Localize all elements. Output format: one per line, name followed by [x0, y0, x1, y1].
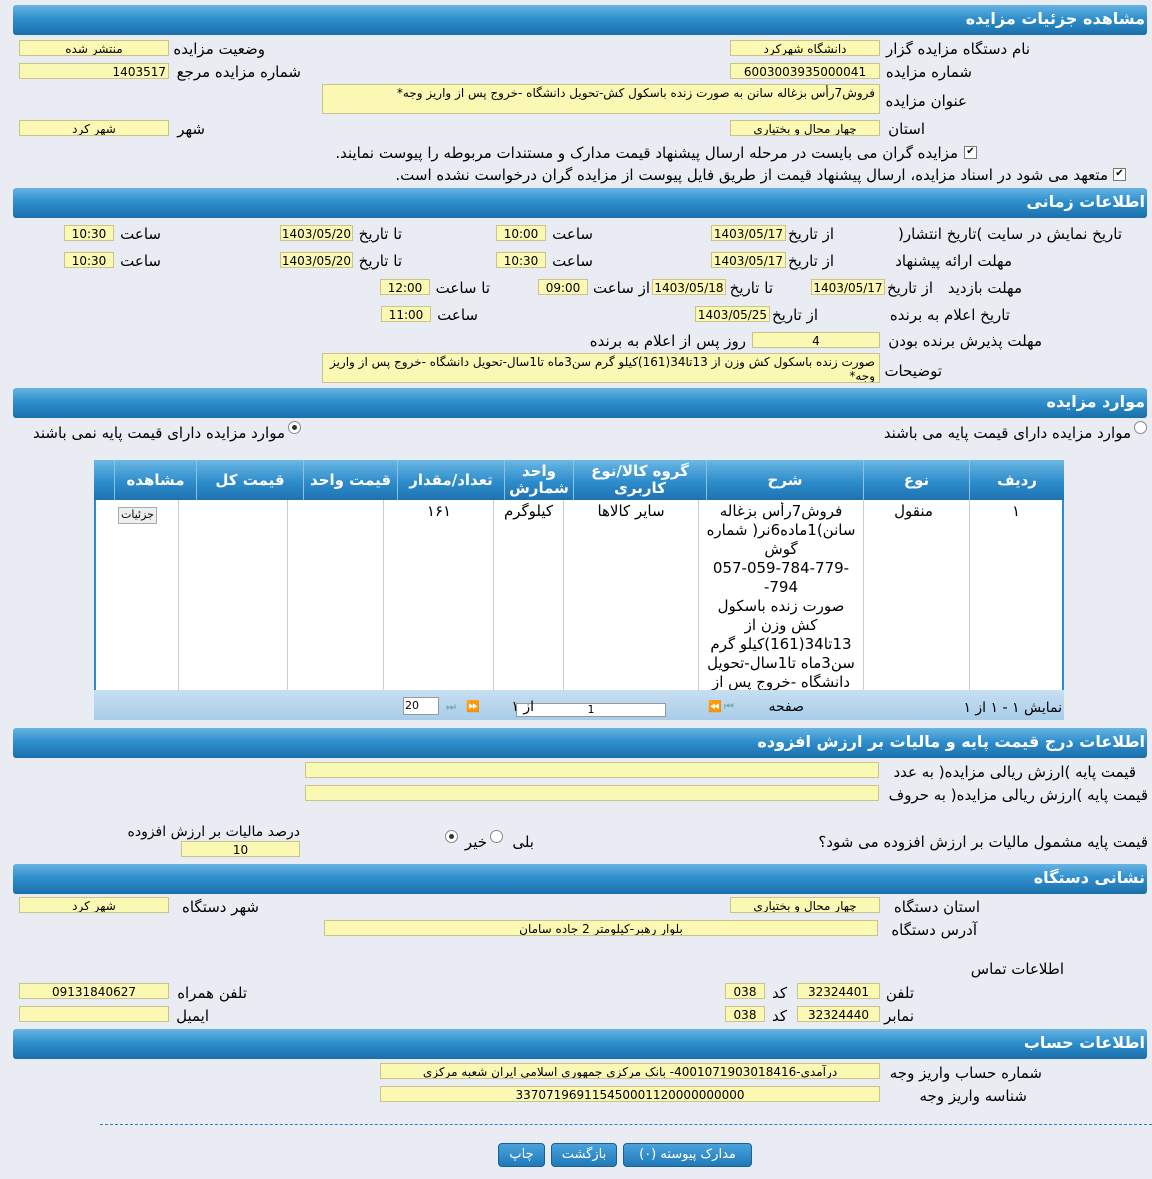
from-hour-label: از ساعت	[593, 279, 650, 297]
hour-label: ساعت	[120, 225, 161, 243]
offer-to-time: 10:30	[64, 252, 114, 268]
section-header-address	[13, 864, 1147, 894]
next-page-icon[interactable]: ⏩	[466, 700, 480, 713]
title-field: فروش7رأس بزغاله سانن به صورت زنده باسکول کش-تحویل دانشگاه -خروج پس از واریز وجه*	[322, 84, 880, 114]
col-header-type: نوع	[863, 460, 969, 500]
vat-question-label: قیمت پایه مشمول مالیات بر ارزش افزوده می شود؟	[818, 833, 1148, 851]
description-line: 057-059-784-779-794-	[712, 559, 850, 596]
announce-date: 1403/05/25	[695, 306, 770, 322]
to-date-label: تا تاریخ	[729, 279, 773, 297]
hour-label: ساعت	[437, 306, 478, 324]
province-field: چهار محال و بختیاری	[730, 120, 880, 136]
from-date-label: از تاریخ	[787, 225, 834, 243]
org-province-field: چهار محال و بختیاری	[730, 897, 880, 913]
description-line: گوش	[764, 540, 798, 558]
print-button[interactable]: چاپ	[498, 1143, 545, 1167]
announce-date-label: تاریخ اعلام به برنده	[889, 306, 1010, 324]
radio-with-base-price-label: موارد مزایده دارای قیمت پایه می باشند	[883, 424, 1131, 442]
cell-index: ۱	[1011, 502, 1021, 520]
description-line: فروش7رأس بزغاله	[719, 502, 843, 520]
pager-showing: نمایش ۱ - ۱ از ۱	[963, 700, 1062, 716]
status-label: وضعیت مزایده	[173, 40, 265, 58]
vat-no-label: خیر	[464, 833, 487, 851]
phone-label: تلفن	[885, 984, 914, 1002]
email-field	[19, 1006, 169, 1022]
status-field: منتشر شده	[19, 40, 169, 56]
province-label: استان	[888, 120, 925, 138]
payment-id-field: 337071969115450001120000000000	[380, 1086, 880, 1102]
number-label: شماره مزایده	[885, 63, 972, 81]
col-divider	[563, 500, 564, 690]
offer-to-date: 1403/05/20	[281, 254, 352, 268]
from-date-label: از تاریخ	[771, 306, 818, 324]
fax-code-label: کد	[771, 1007, 787, 1025]
city-label: شهر	[177, 120, 205, 138]
prev-page-icon[interactable]: ⏪	[708, 700, 722, 713]
base-price-number-field[interactable]	[305, 762, 879, 778]
number-field: 6003003935000041	[730, 63, 880, 79]
radio-without-base-price-label: موارد مزایده دارای قیمت پایه نمی باشند	[33, 424, 285, 442]
col-divider	[383, 500, 384, 690]
email-label: ایمیل	[176, 1007, 209, 1025]
rows-per-page-input[interactable]: 20	[403, 697, 439, 715]
ref-number-field: 1403517	[19, 63, 169, 79]
display-date-label: تاریخ نمایش در سایت )تاریخ انتشار(	[898, 225, 1122, 243]
first-page-icon[interactable]: ⏮	[724, 700, 734, 713]
items-grid	[94, 460, 1064, 720]
to-date-label: تا تاریخ	[358, 252, 402, 270]
visit-from-time: 09:00	[538, 279, 588, 295]
page-of-label: از ۱	[511, 699, 534, 715]
org-label: نام دستگاه مزایده گزار	[885, 40, 1030, 58]
details-button[interactable]: جزئیات	[118, 507, 157, 524]
description-line: سن3ماه تا1سال-تحویل	[707, 654, 855, 672]
description-label: توضیحات	[884, 362, 942, 380]
section-title: اطلاعات درج قیمت پایه و مالیات بر ارزش افزوده	[757, 732, 1145, 751]
base-price-words-field[interactable]	[305, 785, 879, 801]
offer-from-time: 10:30	[496, 252, 546, 268]
page-label: صفحه	[768, 699, 804, 715]
attachments-required-checkbox[interactable]: ✔	[964, 146, 977, 159]
phone-field: 32324401	[797, 983, 880, 999]
org-province-label: استان دستگاه	[893, 898, 980, 916]
org-city-label: شهر دستگاه	[181, 898, 259, 916]
contact-info-label: اطلاعات تماس	[970, 960, 1064, 978]
cell-description	[699, 502, 863, 690]
col-header-index: ردیف	[969, 460, 1064, 500]
page-input[interactable]: 1	[516, 703, 666, 717]
phone-code-field: 038	[725, 983, 765, 999]
hour-label: ساعت	[552, 225, 593, 243]
fax-label: نمابر	[884, 1007, 914, 1025]
no-file-offer-text: متعهد می شود در اسناد مزایده، ارسال پیشنهاد قیمت از طریق فایل پیوست از مزایده گران درخواست نشده است.	[395, 166, 1108, 184]
col-divider	[287, 500, 288, 690]
account-number-field: درآمدی-4001071903018416- بانک مرکزی جمهوری اسلامی ایران شعبه مرکزی	[380, 1063, 880, 1079]
description-line: سانن)1ماده6نر( شماره	[706, 521, 856, 539]
title-label: عنوان مزایده	[885, 92, 967, 110]
grid-header	[94, 460, 1064, 500]
cell-group: سایر کالاها	[597, 502, 665, 520]
vat-yes-label: بلی	[512, 833, 534, 851]
col-divider	[863, 500, 864, 690]
col-header-group: گروه کالا/نوع کاربری	[573, 460, 706, 500]
from-date-label: از تاریخ	[886, 279, 933, 297]
fax-field: 32324440	[797, 1006, 880, 1022]
base-price-words-label: قیمت پایه )ارزش ریالی مزایده( به حروف	[888, 786, 1148, 804]
fax-code-field: 038	[725, 1006, 765, 1022]
to-date-label: تا تاریخ	[358, 225, 402, 243]
vat-percent-label: درصد مالیات بر ارزش افزوده	[127, 824, 300, 840]
accept-deadline-label: مهلت پذیرش برنده بودن	[888, 332, 1042, 350]
display-to-time: 10:30	[64, 225, 114, 241]
vat-percent-field: 10	[181, 841, 300, 857]
divider	[100, 1124, 1152, 1125]
display-from-time: 10:00	[496, 225, 546, 241]
section-header-details	[13, 5, 1147, 35]
description-line: کش وزن از	[744, 616, 818, 634]
phone-code-label: کد	[771, 984, 787, 1002]
mobile-field: 09131840627	[19, 983, 169, 999]
section-title: اطلاعات حساب	[1023, 1033, 1145, 1052]
visit-to-time: 12:00	[380, 279, 430, 295]
to-hour-label: تا ساعت	[435, 279, 490, 297]
display-from-date: 1403/05/17	[711, 225, 786, 241]
accept-days-field: 4	[752, 332, 880, 348]
description-line: صورت زنده باسکول	[717, 597, 845, 615]
vat-yes-radio[interactable]	[490, 830, 503, 843]
account-number-label: شماره حساب واریز وجه	[889, 1064, 1042, 1082]
vat-no-radio[interactable]	[445, 830, 458, 843]
back-button[interactable]: بازگشت	[551, 1143, 617, 1167]
visit-from-date: 1403/05/17	[811, 279, 885, 295]
visit-deadline-label: مهلت بازدید	[947, 279, 1022, 297]
col-divider	[178, 500, 179, 690]
cell-unit: کیلوگرم	[503, 502, 554, 520]
description-line: دانشگاه -خروج پس از	[711, 673, 851, 690]
org-city-field: شهر کرد	[19, 897, 169, 913]
section-header-account	[13, 1029, 1147, 1059]
description-line: 13تا34(161)کیلو گرم	[710, 635, 852, 653]
mobile-label: تلفن همراه	[177, 984, 247, 1002]
cell-quantity: ۱۶۱	[426, 502, 452, 520]
col-header-description: شرح	[706, 460, 863, 500]
section-header-items	[13, 388, 1147, 418]
col-header-view: مشاهده	[114, 460, 196, 500]
col-divider	[493, 500, 494, 690]
description-field: صورت زنده باسکول کش وزن از 13تا34(161)کیلو گرم سن3ماه تا1سال-تحویل دانشگاه -خروج پس از واریز وجه*	[322, 353, 880, 383]
section-title: مشاهده جزئیات مزایده	[965, 9, 1145, 28]
col-header-unit: واحد شمارش	[504, 460, 573, 500]
payment-id-label: شناسه واریز وجه	[919, 1087, 1027, 1105]
col-header-unit-price: قیمت واحد	[303, 460, 397, 500]
from-date-label: از تاریخ	[787, 252, 834, 270]
radio-with-base-price[interactable]	[1134, 421, 1147, 434]
announce-time: 11:00	[381, 306, 431, 322]
col-header-quantity: تعداد/مقدار	[397, 460, 504, 500]
section-header-timing	[13, 188, 1147, 218]
radio-without-base-price[interactable]	[288, 421, 301, 434]
org-field: دانشگاه شهرکرد	[730, 40, 880, 56]
ref-number-label: شماره مزایده مرجع	[176, 63, 301, 81]
grid-pager	[94, 690, 1064, 720]
org-address-field: بلوار رهبر-کیلومتر 2 جاده سامان	[324, 920, 878, 936]
cell-type: منقول	[894, 502, 933, 520]
display-to-date: 1403/05/20	[281, 227, 352, 241]
col-divider	[969, 500, 970, 690]
org-address-label: آدرس دستگاه	[891, 921, 977, 939]
hour-label: ساعت	[552, 252, 593, 270]
section-header-price	[13, 728, 1147, 758]
city-field: شهر کرد	[19, 120, 169, 136]
grid-body	[96, 500, 1062, 690]
offer-deadline-label: مهلت ارائه پیشنهاد	[895, 252, 1012, 270]
section-title: نشانی دستگاه	[1033, 868, 1145, 887]
offer-from-date: 1403/05/17	[711, 252, 786, 268]
section-title: موارد مزایده	[1046, 392, 1145, 411]
no-file-offer-checkbox[interactable]: ✔	[1113, 168, 1126, 181]
last-page-icon[interactable]: ⏭	[446, 700, 456, 713]
attachments-required-text: مزایده گران می بایست در مرحله ارسال پیشنهاد قیمت مدارک و مستندات مربوطه را پیوست نمایند.	[335, 144, 958, 162]
section-title: اطلاعات زمانی	[1026, 192, 1145, 211]
hour-label: ساعت	[120, 252, 161, 270]
base-price-number-label: قیمت پایه )ارزش ریالی مزایده( به عدد	[893, 763, 1136, 781]
days-suffix-label: روز پس از اعلام به برنده	[589, 332, 746, 350]
col-header-total-price: قیمت کل	[196, 460, 303, 500]
attachments-button[interactable]: مدارک پیوسته (۰)	[623, 1143, 752, 1167]
visit-to-date: 1403/05/18	[652, 279, 726, 295]
